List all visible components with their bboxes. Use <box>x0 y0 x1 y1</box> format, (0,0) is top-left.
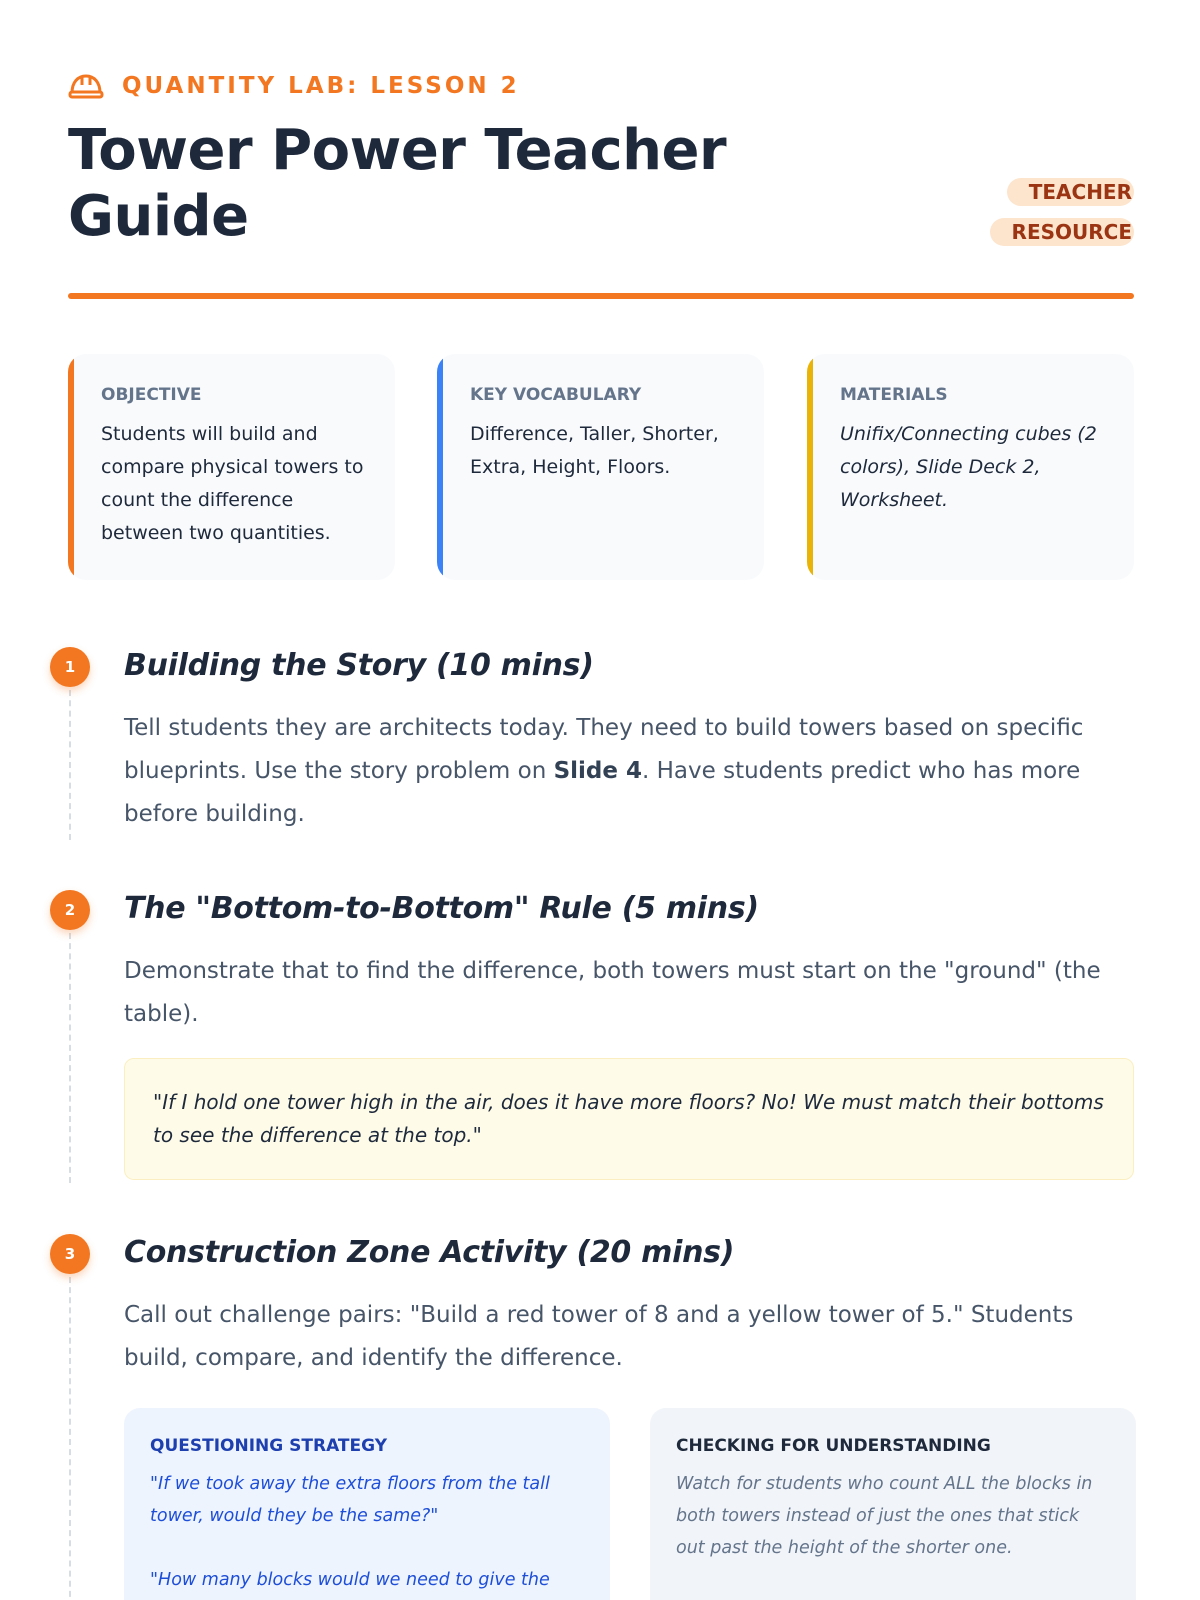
slide-reference: Slide 4 <box>553 758 642 784</box>
step-description <box>124 707 1134 836</box>
card-body: Students will build and compare physical towers to count the difference between two quantities. <box>101 423 364 544</box>
lesson-eyebrow <box>68 70 520 102</box>
objective-card <box>68 354 395 580</box>
sub-card-label: CHECKING FOR UNDERSTANDING <box>676 1436 991 1456</box>
teacher-guide-page <box>64 0 1134 1600</box>
card-label: KEY VOCABULARY <box>470 385 642 405</box>
question-prompt: "How many blocks would we need to give the <box>150 1570 550 1590</box>
step-description: Call out challenge pairs: "Build a red tower of 8 and a yellow tower of 5." Students build, compare, and identify the difference. <box>124 1302 1074 1371</box>
card-label: OBJECTIVE <box>101 385 202 405</box>
timeline-line <box>69 1277 71 1600</box>
step-number-badge: 2 <box>50 890 90 930</box>
step-title: Construction Zone Activity (20 mins) <box>124 1235 735 1270</box>
step-title: The "Bottom-to-Bottom" Rule (5 mins) <box>124 891 759 926</box>
timeline-line <box>69 690 71 840</box>
card-accent-stripe <box>68 354 74 580</box>
checking-note: Watch for students who count ALL the blocks in both towers instead of just the ones that stick out past the height of the shorter one. <box>676 1474 1093 1558</box>
card-accent-stripe <box>807 354 813 580</box>
timeline-line <box>69 933 71 1183</box>
badge-label: TEACHER RESOURCE <box>990 178 1134 246</box>
card-body: Difference, Taller, Shorter, Extra, Height, Floors. <box>470 423 719 478</box>
questioning-strategy-card <box>124 1408 610 1600</box>
card-accent-stripe <box>437 354 443 580</box>
checking-understanding-card <box>650 1408 1136 1600</box>
step-title: Building the Story (10 mins) <box>124 648 594 683</box>
step-text-part: Tell students they are architects today. They need to build towers based on specific blueprints. Use the story problem on <box>124 715 1084 784</box>
card-label: MATERIALS <box>840 385 948 405</box>
card-body: Unifix/Connecting cubes (2 colors), Slide Deck 2, Worksheet. <box>840 423 1097 511</box>
hard-hat-icon <box>68 71 104 101</box>
step-number-badge: 1 <box>50 647 90 687</box>
sub-card-label: QUESTIONING STRATEGY <box>150 1436 388 1456</box>
step-number-badge: 3 <box>50 1234 90 1274</box>
eyebrow-label: QUANTITY LAB: LESSON 2 <box>122 73 520 99</box>
teacher-resource-badge <box>984 172 1134 252</box>
page-title: Tower Power Teacher Guide <box>68 118 727 249</box>
step-text-part: . Have students predict who has more before building. <box>124 758 1081 827</box>
teacher-quote-box: "If I hold one tower high in the air, does it have more floors? No! We must match their bottoms to see the difference at the top." <box>124 1058 1134 1180</box>
materials-card <box>807 354 1134 580</box>
question-prompt: "If we took away the extra floors from the tall tower, would they be the same?" <box>150 1474 550 1526</box>
header-divider <box>68 293 1134 299</box>
vocabulary-card <box>437 354 764 580</box>
step-description: Demonstrate that to find the difference, both towers must start on the "ground" (the table). <box>124 958 1101 1027</box>
